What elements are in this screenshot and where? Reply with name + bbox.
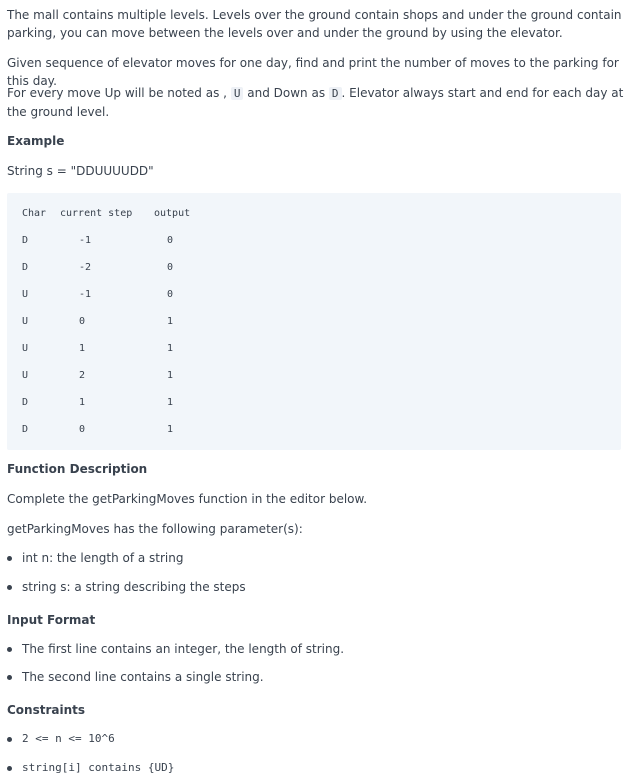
function-description-heading: Function Description: [7, 462, 148, 476]
param-item: string s: a string describing the steps: [22, 580, 246, 594]
table-cell-step: 0: [79, 424, 86, 435]
moves-text-prefix: For every move Up will be noted as ,: [7, 86, 227, 100]
table-cell-char: U: [22, 316, 29, 327]
moves-text-middle: and Down as: [247, 86, 326, 100]
bullet-icon: [7, 585, 12, 590]
table-cell-char: D: [22, 424, 29, 435]
bullet-icon: [7, 737, 12, 742]
input-format-heading: Input Format: [7, 613, 96, 627]
constraint-item: string[i] contains {UD}: [22, 761, 175, 774]
param-item: int n: the length of a string: [22, 551, 184, 565]
table-header-step: current step: [60, 208, 133, 219]
constraints-heading: Constraints: [7, 703, 86, 717]
table-cell-char: U: [22, 289, 29, 300]
example-string: String s = "DDUUUUDD": [7, 164, 154, 178]
input-format-item: The second line contains a single string.: [22, 670, 264, 684]
table-cell-output: 1: [167, 424, 174, 435]
input-format-item: The first line contains an integer, the length of string.: [22, 642, 345, 656]
bullet-icon: [7, 556, 12, 561]
table-cell-output: 1: [167, 397, 174, 408]
table-cell-char: U: [22, 370, 29, 381]
code-up: U: [231, 87, 244, 100]
table-cell-output: 0: [167, 262, 174, 273]
table-cell-step: 0: [79, 316, 86, 327]
bullet-icon: [7, 766, 12, 771]
table-cell-char: U: [22, 343, 29, 354]
constraint-item: 2 <= n <= 10^6: [22, 732, 115, 745]
table-cell-step: 1: [79, 343, 86, 354]
moves-paragraph: [7, 84, 626, 121]
table-cell-step: -2: [79, 262, 92, 273]
bullet-icon: [7, 675, 12, 680]
table-cell-char: D: [22, 397, 29, 408]
table-header-output: output: [154, 208, 191, 219]
example-heading: Example: [7, 134, 65, 148]
table-cell-step: 1: [79, 397, 86, 408]
table-cell-output: 1: [167, 316, 174, 327]
bullet-icon: [7, 647, 12, 652]
example-table: [7, 193, 621, 450]
parameters-line: getParkingMoves has the following parameter(s):: [7, 522, 303, 536]
table-cell-output: 1: [167, 370, 174, 381]
moves-text-suffix: . Elevator always start and end for each day at the ground level.: [7, 86, 624, 119]
table-cell-output: 0: [167, 289, 174, 300]
table-cell-step: 2: [79, 370, 86, 381]
table-header-char: Char: [22, 208, 47, 219]
table-cell-char: D: [22, 235, 29, 246]
table-cell-output: 0: [167, 235, 174, 246]
table-cell-step: -1: [79, 235, 92, 246]
function-description-line: Complete the getParkingMoves function in the editor below.: [7, 492, 368, 506]
code-down: D: [329, 87, 342, 100]
intro-paragraph: The mall contains multiple levels. Levels over the ground contain shops and under the ground contain parking, you can move between the levels over and under the ground by using the elevator.: [7, 8, 622, 40]
table-cell-char: D: [22, 262, 29, 273]
task-paragraph: Given sequence of elevator moves for one day, find and print the number of moves to the parking for this day.: [7, 56, 619, 88]
table-cell-output: 1: [167, 343, 174, 354]
table-cell-step: -1: [79, 289, 92, 300]
